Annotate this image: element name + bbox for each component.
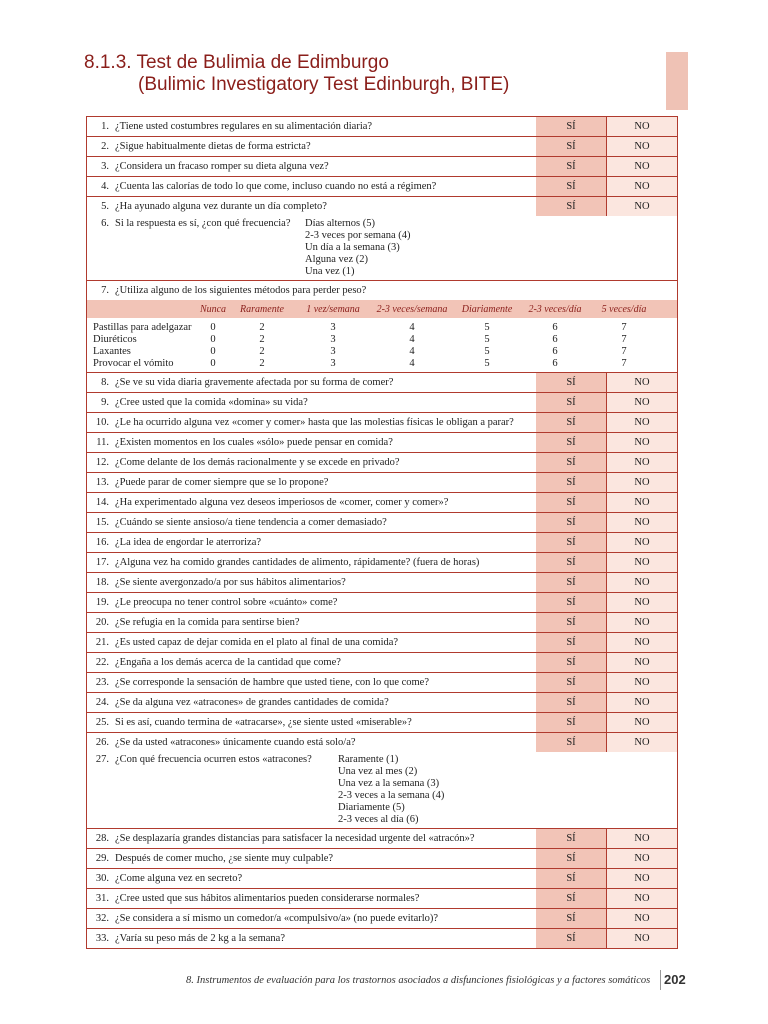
method-score[interactable]: 2	[259, 334, 265, 345]
answer-yes[interactable]: SÍ	[535, 393, 606, 412]
frequency-option[interactable]: Una vez a la semana (3)	[338, 778, 440, 789]
answer-no[interactable]: NO	[606, 553, 677, 572]
method-score[interactable]: 3	[330, 334, 336, 345]
answer-yes[interactable]: SÍ	[535, 713, 606, 732]
answer-yes[interactable]: SÍ	[535, 829, 606, 848]
method-row	[93, 334, 677, 346]
question-text: ¿Sigue habitualmente dietas de forma estricta?	[115, 141, 311, 152]
frequency-column-header: 2-3 veces/día	[528, 303, 582, 315]
question-cell	[87, 413, 535, 432]
answer-no[interactable]: NO	[606, 177, 677, 196]
method-score[interactable]: 2	[259, 346, 265, 357]
method-score[interactable]: 7	[621, 346, 627, 357]
answer-yes[interactable]: SÍ	[535, 197, 606, 216]
method-score[interactable]: 6	[552, 322, 558, 333]
question-row	[87, 849, 677, 869]
question-row	[87, 413, 677, 433]
question-row	[87, 733, 677, 752]
question-row	[87, 177, 677, 197]
question-cell	[87, 653, 535, 672]
answer-yes[interactable]: SÍ	[535, 413, 606, 432]
answer-yes[interactable]: SÍ	[535, 733, 606, 752]
question-cell	[87, 137, 535, 156]
footer-divider	[660, 970, 661, 990]
method-score[interactable]: 4	[409, 346, 415, 357]
question-row	[87, 553, 677, 573]
method-score[interactable]: 0	[210, 334, 216, 345]
question-text: ¿Se ve su vida diaria gravemente afectada por su forma de comer?	[115, 377, 394, 388]
question-cell	[87, 693, 535, 712]
answer-yes[interactable]: SÍ	[535, 633, 606, 652]
answer-yes[interactable]: SÍ	[535, 849, 606, 868]
frequency-options	[305, 218, 411, 278]
method-score[interactable]: 6	[552, 358, 558, 369]
question-cell	[87, 733, 535, 752]
title-line-2: (Bulimic Investigatory Test Edinburgh, BITE)	[138, 74, 510, 95]
answer-no[interactable]: NO	[606, 593, 677, 612]
question-row	[87, 117, 677, 137]
method-score[interactable]: 5	[484, 346, 490, 357]
answer-yes[interactable]: SÍ	[535, 493, 606, 512]
frequency-options	[338, 754, 444, 826]
frequency-column-header: 2-3 veces/semana	[376, 303, 448, 315]
question-cell	[87, 869, 535, 888]
question-row	[87, 889, 677, 909]
question-cell	[87, 117, 535, 136]
question-cell	[87, 673, 535, 692]
method-score[interactable]: 5	[484, 334, 490, 345]
answer-yes[interactable]: SÍ	[535, 177, 606, 196]
answer-yes[interactable]: SÍ	[535, 869, 606, 888]
question-text: ¿Alguna vez ha comido grandes cantidades de alimento, rápidamente? (fuera de horas)	[115, 557, 480, 568]
question-text: ¿Cree usted que sus hábitos alimentarios pueden considerarse normales?	[115, 893, 420, 904]
question-number: 31.	[95, 893, 109, 904]
question-number: 19.	[95, 597, 109, 608]
question-row	[87, 157, 677, 177]
answer-yes[interactable]: SÍ	[535, 673, 606, 692]
method-name: Pastillas para adelgazar	[93, 322, 192, 333]
question-7-row	[87, 281, 677, 373]
answer-yes[interactable]: SÍ	[535, 653, 606, 672]
method-score[interactable]: 5	[484, 322, 490, 333]
question-number: 10.	[95, 417, 109, 428]
answer-no[interactable]: NO	[606, 869, 677, 888]
question-number: 23.	[95, 677, 109, 688]
method-score[interactable]: 7	[621, 358, 627, 369]
question-text: Después de comer mucho, ¿se siente muy culpable?	[115, 853, 334, 864]
question-text: ¿Cree usted que la comida «domina» su vida?	[115, 397, 308, 408]
answer-yes[interactable]: SÍ	[535, 117, 606, 136]
question-row	[87, 869, 677, 889]
method-score[interactable]: 0	[210, 322, 216, 333]
answer-yes[interactable]: SÍ	[535, 929, 606, 948]
frequency-option[interactable]: Raramente (1)	[338, 754, 399, 765]
method-row	[93, 346, 677, 358]
question-cell	[87, 713, 535, 732]
page-title	[84, 52, 509, 96]
question-row	[87, 673, 677, 693]
answer-no[interactable]: NO	[606, 157, 677, 176]
answer-yes[interactable]: SÍ	[535, 157, 606, 176]
question-row	[87, 473, 677, 493]
method-score[interactable]: 3	[330, 358, 336, 369]
question-number: 2.	[101, 141, 109, 152]
page-number: 202	[664, 972, 686, 987]
question-number: 22.	[95, 657, 109, 668]
question-number: 8.	[101, 377, 109, 388]
question-row	[87, 513, 677, 533]
answer-no[interactable]: NO	[606, 613, 677, 632]
question-number: 21.	[95, 637, 109, 648]
answer-yes[interactable]: SÍ	[535, 573, 606, 592]
question-text: ¿Varía su peso más de 2 kg a la semana?	[115, 933, 285, 944]
question-6-row	[87, 216, 677, 281]
question-text: ¿Le preocupa no tener control sobre «cuánto» come?	[115, 597, 338, 608]
question-number: 29.	[95, 853, 109, 864]
question-number: 9.	[101, 397, 109, 408]
question-number: 7.	[101, 285, 109, 296]
methods-score-grid	[87, 318, 677, 372]
question-cell	[87, 433, 535, 452]
answer-no[interactable]: NO	[606, 653, 677, 672]
answer-no[interactable]: NO	[606, 197, 677, 216]
question-cell	[87, 909, 535, 928]
answer-yes[interactable]: SÍ	[535, 137, 606, 156]
method-name: Provocar el vómito	[93, 358, 174, 369]
answer-yes[interactable]: SÍ	[535, 533, 606, 552]
question-cell	[87, 513, 535, 532]
question-text: ¿Come delante de los demás racionalmente y se excede en privado?	[115, 457, 400, 468]
question-cell	[87, 889, 535, 908]
answer-yes[interactable]: SÍ	[535, 553, 606, 572]
question-row	[87, 909, 677, 929]
question-cell	[87, 633, 535, 652]
frequency-option[interactable]: 2-3 veces a la semana (4)	[338, 790, 445, 801]
frequency-option[interactable]: Diariamente (5)	[338, 802, 405, 813]
question-number: 20.	[95, 617, 109, 628]
answer-no[interactable]: NO	[606, 889, 677, 908]
method-score[interactable]: 2	[259, 322, 265, 333]
frequency-option[interactable]: Una vez al mes (2)	[338, 766, 418, 777]
question-text: ¿La idea de engordar le aterroriza?	[115, 537, 262, 548]
question-row	[87, 137, 677, 157]
method-row	[93, 358, 677, 370]
question-cell	[87, 473, 535, 492]
footer-chapter-title: 8. Instrumentos de evaluación para los trastornos asociados a disfunciones fisiológicas y a factores somáticos	[186, 975, 651, 986]
method-row	[93, 322, 677, 334]
answer-yes[interactable]: SÍ	[535, 453, 606, 472]
question-number: 26.	[95, 737, 109, 748]
question-number: 13.	[95, 477, 109, 488]
question-number: 16.	[95, 537, 109, 548]
question-text: ¿Puede parar de comer siempre que se lo propone?	[115, 477, 329, 488]
answer-no[interactable]: NO	[606, 453, 677, 472]
question-text: ¿Se considera a sí mismo un comedor/a «compulsivo/a» (no puede evitarlo)?	[115, 913, 439, 924]
question-text: ¿Considera un fracaso romper su dieta alguna vez?	[115, 161, 329, 172]
question-row	[87, 573, 677, 593]
answer-yes[interactable]: SÍ	[535, 593, 606, 612]
title-line-1: 8.1.3. Test de Bulimia de Edimburgo	[84, 52, 389, 73]
frequency-option[interactable]: 2-3 veces al día (6)	[338, 814, 419, 825]
question-text: Si es así, cuando termina de «atracarse», ¿se siente usted «miserable»?	[115, 717, 412, 728]
question-text: ¿Ha experimentado alguna vez deseos imperiosos de «comer, comer y comer»?	[115, 497, 449, 508]
question-row	[87, 829, 677, 849]
question-number: 17.	[95, 557, 109, 568]
question-text: ¿Utiliza alguno de los siguientes métodos para perder peso?	[115, 285, 367, 296]
answer-no[interactable]: NO	[606, 137, 677, 156]
frequency-option[interactable]: 2-3 veces por semana (4)	[305, 230, 411, 241]
answer-no[interactable]: NO	[606, 533, 677, 552]
method-score[interactable]: 7	[621, 334, 627, 345]
question-text: ¿Se corresponde la sensación de hambre que usted tiene, con lo que come?	[115, 677, 430, 688]
answer-yes[interactable]: SÍ	[535, 473, 606, 492]
frequency-column-header: Raramente	[240, 303, 284, 315]
answer-no[interactable]: NO	[606, 733, 677, 752]
question-row	[87, 713, 677, 733]
question-row	[87, 929, 677, 948]
question-number: 11.	[96, 437, 109, 448]
question-text: ¿Ha ayunado alguna vez durante un día completo?	[115, 201, 327, 212]
question-row	[87, 433, 677, 453]
method-score[interactable]: 2	[259, 358, 265, 369]
answer-no[interactable]: NO	[606, 473, 677, 492]
question-number: 24.	[95, 697, 109, 708]
question-row	[87, 197, 677, 216]
answer-yes[interactable]: SÍ	[535, 373, 606, 392]
frequency-column-header: Diariamente	[461, 303, 513, 315]
question-cell	[87, 929, 535, 948]
question-text: ¿Cuenta las calorías de todo lo que come, incluso cuando no está a régimen?	[115, 181, 437, 192]
question-cell	[87, 613, 535, 632]
answer-yes[interactable]: SÍ	[535, 433, 606, 452]
question-number: 25.	[95, 717, 109, 728]
question-cell	[87, 573, 535, 592]
question-text: ¿Se da alguna vez «atracones» de grandes cantidades de comida?	[115, 697, 389, 708]
method-score[interactable]: 6	[552, 334, 558, 345]
question-row	[87, 633, 677, 653]
question-cell	[87, 197, 535, 216]
answer-no[interactable]: NO	[606, 829, 677, 848]
answer-no[interactable]: NO	[606, 693, 677, 712]
answer-yes[interactable]: SÍ	[535, 513, 606, 532]
method-score[interactable]: 4	[409, 334, 415, 345]
question-cell	[87, 493, 535, 512]
question-text: ¿Se da usted «atracones» únicamente cuando está solo/a?	[115, 737, 356, 748]
method-score[interactable]: 4	[409, 322, 415, 333]
answer-no[interactable]: NO	[606, 413, 677, 432]
answer-no[interactable]: NO	[606, 849, 677, 868]
question-row	[87, 373, 677, 393]
question-text: ¿Come alguna vez en secreto?	[115, 873, 243, 884]
question-cell	[87, 533, 535, 552]
question-number: 14.	[95, 497, 109, 508]
answer-no[interactable]: NO	[606, 573, 677, 592]
question-cell	[87, 553, 535, 572]
question-number: 27.	[95, 754, 109, 765]
question-number: 30.	[95, 873, 109, 884]
question-row	[87, 393, 677, 413]
question-cell	[87, 593, 535, 612]
question-number: 4.	[101, 181, 109, 192]
frequency-option[interactable]: Una vez (1)	[305, 266, 355, 277]
question-cell	[87, 373, 535, 392]
question-row	[87, 653, 677, 673]
answer-no[interactable]: NO	[606, 393, 677, 412]
answer-yes[interactable]: SÍ	[535, 613, 606, 632]
question-text: ¿Le ha ocurrido alguna vez «comer y comer» hasta que las molestias físicas le obligan a parar?	[115, 417, 514, 428]
section-tab-marker	[666, 52, 688, 110]
method-score[interactable]: 6	[552, 346, 558, 357]
question-number: 15.	[95, 517, 109, 528]
frequency-option[interactable]: Alguna vez (2)	[305, 254, 368, 265]
question-cell	[87, 177, 535, 196]
question-number: 33.	[95, 933, 109, 944]
frequency-header	[87, 300, 677, 318]
question-cell	[87, 829, 535, 848]
question-row	[87, 453, 677, 473]
answer-yes[interactable]: SÍ	[535, 693, 606, 712]
answer-no[interactable]: NO	[606, 673, 677, 692]
answer-no[interactable]: NO	[606, 117, 677, 136]
question-27-row	[87, 752, 677, 829]
answer-no[interactable]: NO	[606, 493, 677, 512]
answer-yes[interactable]: SÍ	[535, 889, 606, 908]
question-row	[87, 693, 677, 713]
answer-no[interactable]: NO	[606, 513, 677, 532]
answer-no[interactable]: NO	[606, 373, 677, 392]
method-name: Laxantes	[93, 346, 131, 357]
method-score[interactable]: 0	[210, 346, 216, 357]
question-row	[87, 613, 677, 633]
question-text: ¿Se desplazaría grandes distancias para satisfacer la necesidad urgente del «atracón»?	[115, 833, 475, 844]
question-number: 1.	[101, 121, 109, 132]
question-cell	[87, 393, 535, 412]
answer-no[interactable]: NO	[606, 633, 677, 652]
question-text: ¿Cuándo se siente ansioso/a tiene tendencia a comer demasiado?	[115, 517, 387, 528]
question-number: 5.	[101, 201, 109, 212]
method-name: Diuréticos	[93, 334, 137, 345]
question-text: ¿Engaña a los demás acerca de la cantidad que come?	[115, 657, 341, 668]
question-number: 32.	[95, 913, 109, 924]
question-cell	[87, 453, 535, 472]
question-row	[87, 493, 677, 513]
answer-no[interactable]: NO	[606, 909, 677, 928]
answer-no[interactable]: NO	[606, 929, 677, 948]
questionnaire-table	[86, 116, 678, 949]
frequency-column-header: 5 veces/día	[601, 303, 647, 315]
question-text: ¿Es usted capaz de dejar comida en el plato al final de una comida?	[115, 637, 399, 648]
answer-yes[interactable]: SÍ	[535, 909, 606, 928]
method-score[interactable]: 7	[621, 322, 627, 333]
question-text: ¿Con qué frecuencia ocurren estos «atracones?	[115, 754, 312, 765]
method-score[interactable]: 3	[330, 322, 336, 333]
method-score[interactable]: 5	[484, 358, 490, 369]
question-row	[87, 533, 677, 553]
question-text: ¿Se siente avergonzado/a por sus hábitos alimentarios?	[115, 577, 346, 588]
frequency-column-header: Nunca	[199, 303, 227, 315]
frequency-column-header: 1 vez/semana	[306, 303, 360, 315]
answer-no[interactable]: NO	[606, 433, 677, 452]
question-row	[87, 593, 677, 613]
question-number: 12.	[95, 457, 109, 468]
question-number: 3.	[101, 161, 109, 172]
question-number: 6.	[101, 218, 109, 229]
question-cell	[87, 849, 535, 868]
method-score[interactable]: 4	[409, 358, 415, 369]
answer-no[interactable]: NO	[606, 713, 677, 732]
frequency-option[interactable]: Un día a la semana (3)	[305, 242, 400, 253]
frequency-option[interactable]: Días alternos (5)	[305, 218, 375, 229]
question-number: 28.	[95, 833, 109, 844]
method-score[interactable]: 3	[330, 346, 336, 357]
question-number: 18.	[95, 577, 109, 588]
question-text: ¿Tiene usted costumbres regulares en su alimentación diaria?	[115, 121, 373, 132]
question-text: ¿Se refugia en la comida para sentirse bien?	[115, 617, 300, 628]
method-score[interactable]: 0	[210, 358, 216, 369]
question-text: ¿Existen momentos en los cuales «sólo» puede pensar en comida?	[115, 437, 393, 448]
question-cell	[87, 157, 535, 176]
question-text: Si la respuesta es sí, ¿con qué frecuencia?	[115, 218, 291, 229]
